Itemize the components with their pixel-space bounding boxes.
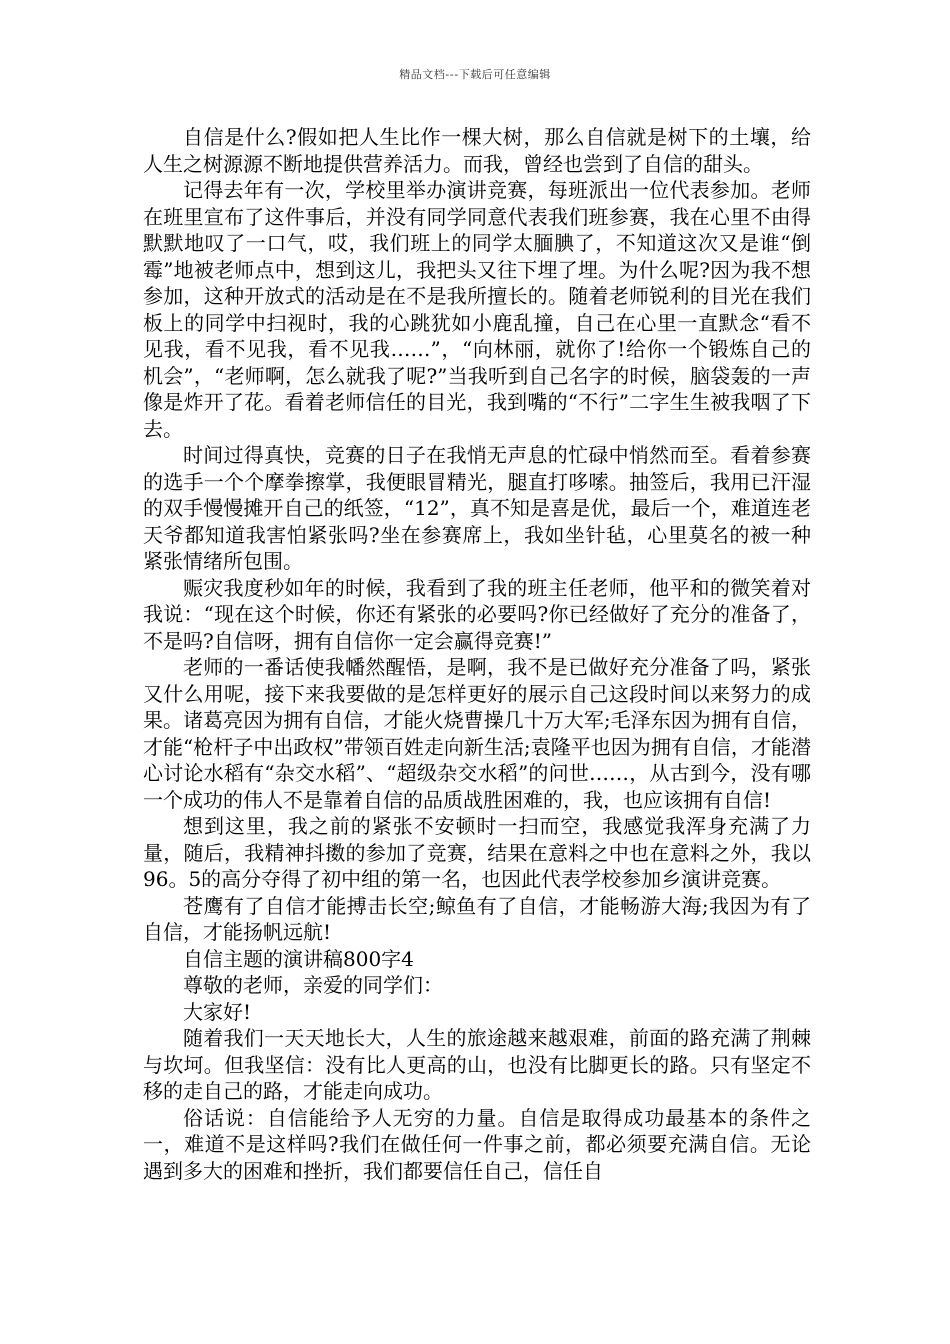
paragraph: 老师的一番话使我幡然醒悟，是啊，我不是已做好充分准备了吗，紧张又什么用呢，接下来我要做的是怎样更好的展示自己这段时间以来努力的成果。诸葛亮因为拥有自信，才能火烧曹操几十万大军;毛泽东因为拥有自信，才能“枪杆子中出政权”带领百姓走向新生活;袁隆平也因为拥有自信，才能潜心讨论水稻有“杂交水稻”、“超级杂交水稻”的问世……，从古到今，没有哪一个成功的伟人不是靠着自信的品质战胜困难的，我，也应该拥有自信!: [143, 655, 811, 812]
paragraph: 苍鹰有了自信才能搏击长空;鲸鱼有了自信，才能畅游大海;我因为有了自信，才能扬帆远航!: [143, 893, 811, 944]
document-body: [143, 124, 811, 1184]
paragraph: 赈灾我度秒如年的时候，我看到了我的班主任老师，他平和的微笑着对我说：“现在这个时候，你还有紧张的必要吗?你已经做好了充分的准备了，不是吗?自信呀，拥有自信你一定会赢得竞赛!”: [143, 575, 811, 653]
section-heading: 自信主题的演讲稿800字4: [183, 946, 414, 971]
paragraph: 记得去年有一次，学校里举办演讲竞赛，每班派出一位代表参加。老师在班里宣布了这件事后，并没有同学同意代表我们班参赛，我在心里不由得默默地叹了一口气，哎，我们班上的同学太腼腆了，不知道这次又是谁“倒霉”地被老师点中，想到这儿，我把头又往下埋了埋。为什么呢?因为我不想参加，这种开放式的活动是在不是我所擅长的。随着老师锐利的目光在我们板上的同学中扫视时，我的心跳犹如小鹿乱撞，自己在心里一直默念“看不见我，看不见我，看不见我……”，“向林丽，就你了!给你一个锻炼自己的机会”，“老师啊，怎么就我了呢?”当我听到自己名字的时候，脑袋轰的一声像是炸开了花。看着老师信任的目光，我到嘴的“不行”二字生生被我咽了下去。: [143, 178, 811, 441]
paragraph: 时间过得真快，竞赛的日子在我悄无声息的忙碌中悄然而至。看着参赛的选手一个个摩拳擦掌，我便眼冒精光，腿直打哆嗦。抽签后，我用已汗湿的双手慢慢摊开自己的纸签，“12”，真不知是喜是优，最后一个，难道连老天爷都知道我害怕紧张吗?坐在参赛席上，我如坐针毡，心里莫名的被一种紧张情绪所包围。: [143, 443, 811, 573]
page-header-note: 精品文档---下载后可任意编辑: [399, 68, 551, 81]
paragraph: 自信是什么?假如把人生比作一棵大树，那么自信就是树下的土壤，给人生之树源源不断地提供营养活力。而我，曾经也尝到了自信的甜头。: [143, 125, 811, 176]
salutation: 尊敬的老师，亲爱的同学们：: [183, 973, 443, 997]
paragraph: 随着我们一天天地长大，人生的旅途越来越艰难，前面的路充满了荆棘与坎坷。但我坚信：没有比人更高的山，也没有比脚更长的路。只有坚定不移的走自己的路，才能走向成功。: [143, 1026, 811, 1103]
paragraph: 俗话说：自信能给予人无穷的力量。自信是取得成功最基本的条件之一，难道不是这样吗?我们在做任何一件事之前，都必须要充满自信。无论遇到多大的困难和挫折，我们都要信任自己，信任自: [143, 1105, 811, 1183]
greeting: 大家好!: [183, 999, 252, 1024]
paragraph: 想到这里，我之前的紧张不安顿时一扫而空，我感觉我浑身充满了力量，随后，我精神抖擞的参加了竞赛，结果在意料之中也在意料之外，我以96。5的高分夺得了初中组的第一名，也因此代表学校参加乡演讲竞赛。: [143, 814, 811, 891]
